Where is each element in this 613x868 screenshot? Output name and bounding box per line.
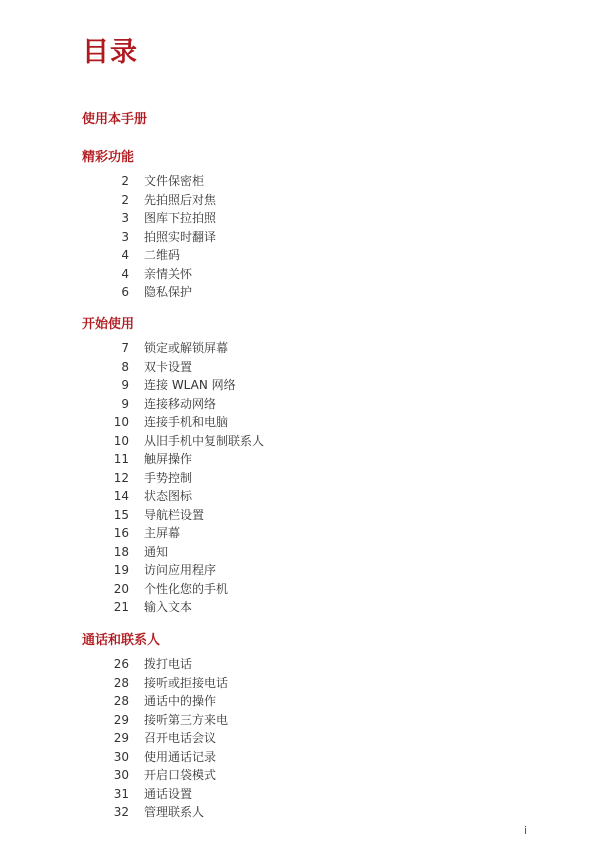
toc-entry[interactable] (0, 469, 613, 487)
toc-entry-label: 连接 WLAN 网络 (144, 378, 236, 392)
toc-entry-page: 4 (121, 266, 129, 281)
toc-entry[interactable] (0, 692, 613, 710)
toc-entry-label: 访问应用程序 (144, 563, 217, 577)
toc-entry[interactable] (0, 803, 613, 821)
toc-entry[interactable] (0, 432, 613, 450)
toc-entry[interactable] (0, 711, 613, 729)
toc-entry[interactable] (0, 283, 613, 301)
toc-entry[interactable] (0, 506, 613, 524)
toc-entry-page: 18 (113, 544, 129, 559)
toc-entry[interactable] (0, 543, 613, 561)
toc-entry-page: 21 (113, 600, 129, 614)
toc-entry-page: 3 (121, 229, 129, 244)
toc-entry-page: 29 (113, 712, 129, 727)
toc-entry-page: 32 (113, 805, 129, 819)
toc-entry-label: 从旧手机中复制联系人 (144, 433, 265, 448)
toc-entry-page: 28 (113, 675, 129, 690)
toc-entry-label: 个性化您的手机 (144, 581, 229, 596)
toc-entry-page: 10 (113, 415, 129, 429)
toc-entry[interactable] (0, 729, 613, 747)
toc-entry-label: 连接手机和电脑 (144, 415, 229, 429)
toc-entry-label: 先拍照后对焦 (144, 192, 217, 207)
toc-entry[interactable] (0, 450, 613, 468)
toc-entry-page: 11 (113, 452, 129, 466)
toc-entry-label: 亲情关怀 (144, 266, 193, 281)
section-title[interactable]: 精彩功能 (82, 150, 135, 165)
toc-entry-label: 主屏幕 (144, 526, 181, 540)
toc-entry-page: 30 (113, 749, 129, 764)
toc-entry-label: 手势控制 (144, 470, 193, 485)
toc-entry[interactable] (0, 580, 613, 598)
toc-entry[interactable] (0, 228, 613, 246)
toc-entry[interactable] (0, 172, 613, 190)
section-title[interactable]: 通话和联系人 (82, 633, 161, 648)
toc-entry-label: 通话设置 (144, 786, 193, 801)
toc-entry[interactable] (0, 748, 613, 766)
toc-entry-label: 使用通话记录 (144, 749, 217, 764)
toc-entry-page: 9 (121, 396, 129, 411)
toc-entry-page: 28 (113, 694, 129, 708)
toc-entry-label: 输入文本 (144, 600, 193, 614)
toc-entry-label: 连接移动网络 (144, 396, 217, 411)
toc-entry-label: 导航栏设置 (144, 507, 205, 522)
toc-entry-page: 15 (113, 507, 129, 522)
toc-entry-label: 锁定或解锁屏幕 (144, 341, 229, 355)
toc-entry[interactable] (0, 598, 613, 616)
toc-entry[interactable] (0, 413, 613, 431)
toc-entry[interactable] (0, 209, 613, 227)
toc-entry[interactable] (0, 191, 613, 209)
toc-entry[interactable] (0, 524, 613, 542)
toc-entry-page: 3 (121, 211, 129, 225)
toc-entry[interactable] (0, 785, 613, 803)
toc-entry-page: 8 (121, 359, 129, 374)
toc-entry-page: 10 (113, 433, 129, 448)
toc-entry[interactable] (0, 265, 613, 283)
toc-entry-page: 30 (113, 768, 129, 782)
toc-entry-label: 开启口袋模式 (144, 768, 217, 782)
toc-entry-label: 二维码 (144, 248, 181, 262)
toc-entry-page: 6 (121, 285, 129, 299)
toc-entry[interactable] (0, 358, 613, 376)
toc-entry-label: 状态图标 (144, 489, 193, 503)
toc-entry-page: 29 (113, 731, 129, 745)
toc-entry[interactable] (0, 487, 613, 505)
footer-page-number: i (524, 824, 528, 837)
toc-entry-page: 9 (121, 378, 129, 392)
toc-entry[interactable] (0, 395, 613, 413)
toc-entry-page: 16 (113, 526, 129, 540)
toc-entry[interactable] (0, 655, 613, 673)
toc-entry-label: 图库下拉拍照 (144, 211, 217, 225)
toc-entry-page: 2 (121, 174, 129, 188)
toc-entry-label: 拨打电话 (144, 657, 193, 671)
toc-entry[interactable] (0, 674, 613, 692)
page-title: 目录 (82, 37, 138, 68)
toc-entry-label: 接听或拒接电话 (144, 675, 229, 690)
toc-entry[interactable] (0, 339, 613, 357)
toc-entry-label: 双卡设置 (144, 359, 193, 374)
toc-entry-page: 19 (113, 563, 129, 577)
toc-entry-page: 7 (121, 341, 129, 355)
toc-entry-label: 文件保密柜 (144, 174, 205, 188)
toc-entry-label: 接听第三方来电 (144, 712, 229, 727)
toc-entry-page: 2 (121, 192, 129, 207)
toc-entry-page: 20 (113, 581, 129, 596)
section-title[interactable]: 开始使用 (82, 317, 135, 332)
toc-entry-label: 管理联系人 (144, 805, 205, 819)
toc-entry-label: 通话中的操作 (144, 694, 217, 708)
toc-entry-label: 通知 (144, 544, 169, 559)
section-title[interactable]: 使用本手册 (82, 112, 148, 127)
toc-entry[interactable] (0, 766, 613, 784)
toc-entry-page: 26 (113, 657, 129, 671)
toc-entry-label: 拍照实时翻译 (144, 229, 217, 244)
toc-entry-page: 4 (121, 248, 129, 262)
toc-entry-label: 隐私保护 (144, 285, 193, 299)
toc-entry-page: 14 (113, 489, 129, 503)
toc-entry[interactable] (0, 246, 613, 264)
toc-entry[interactable] (0, 561, 613, 579)
toc-entry-label: 召开电话会议 (144, 731, 217, 745)
toc-entry[interactable] (0, 376, 613, 394)
toc-entry-page: 12 (113, 470, 129, 485)
toc-entry-page: 31 (113, 786, 129, 801)
toc-entry-label: 触屏操作 (144, 452, 193, 466)
